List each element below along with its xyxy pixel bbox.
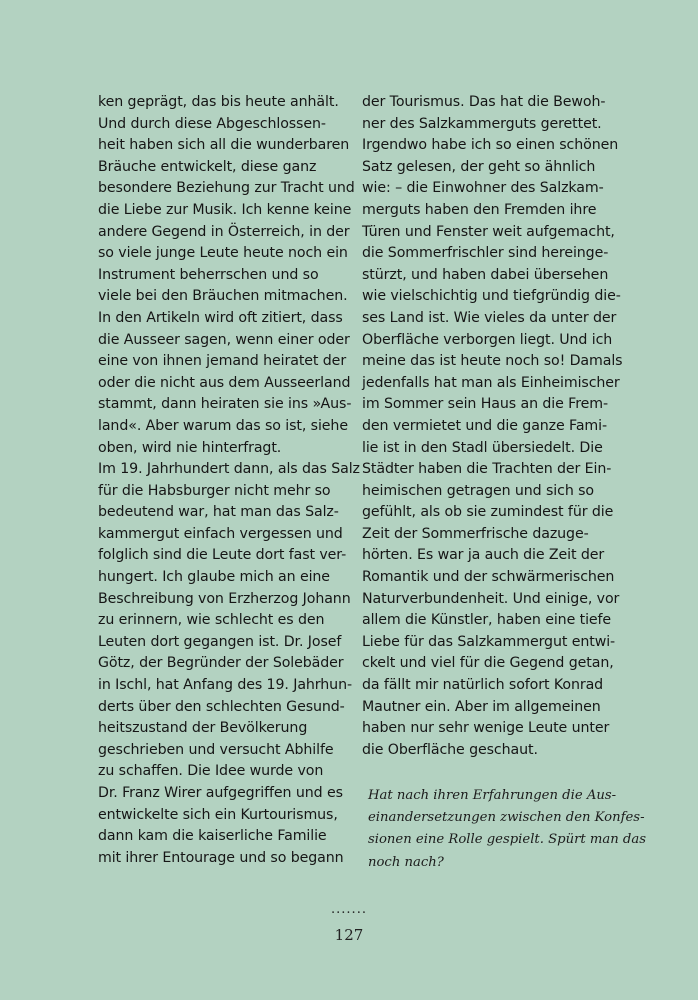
text-line: oder die nicht aus dem Ausseerland: [98, 374, 351, 391]
text-line: heit haben sich all die wunderbaren: [98, 137, 350, 154]
text-line: jedenfalls hat man als Einheimischer: [362, 374, 620, 391]
text-line: Dr. Franz Wirer aufgegriffen und es: [98, 785, 343, 801]
text-line: derts über den schlechten Gesund-: [98, 698, 345, 715]
text-line: allem die Künstler, haben eine tiefe: [362, 612, 612, 629]
text-line: für die Habsburger nicht mehr so: [98, 482, 331, 499]
text-line: Mautner ein. Aber im allgemeinen: [362, 698, 601, 715]
question-line: einandersetzungen zwischen den Konfes-: [368, 810, 645, 826]
text-line: so viele junge Leute heute noch ein: [98, 245, 348, 262]
text-line: gefühlt, als ob sie zumindest für die: [362, 504, 614, 521]
text-line: heimischen getragen und sich so: [362, 482, 595, 499]
text-line: hörten. Es war ja auch die Zeit der: [362, 547, 605, 564]
text-line: ses Land ist. Wie vieles da unter der: [362, 309, 617, 326]
question-line: sionen eine Rolle gespielt. Spürt man das: [368, 832, 646, 848]
page-separator: .......: [331, 902, 367, 917]
text-line: da fällt mir natürlich sofort Konrad: [362, 677, 604, 694]
text-line: haben nur sehr wenige Leute unter: [362, 720, 610, 737]
text-line: ckelt und viel für die Gegend getan,: [362, 655, 614, 672]
text-line: Oberfläche verborgen liegt. Und ich: [362, 331, 613, 348]
text-line: merguts haben den Fremden ihre: [362, 201, 597, 218]
interview-question: [368, 785, 646, 874]
text-line: den vermietet und die ganze Fami-: [362, 417, 607, 434]
text-line: Leuten dort gegangen ist. Dr. Josef: [98, 633, 342, 650]
text-line: Türen und Fenster weit aufgemacht,: [362, 223, 615, 240]
page-number: 127: [334, 926, 364, 944]
text-line: land«. Aber warum das so ist, siehe: [98, 417, 348, 434]
text-line: dann kam die kaiserliche Familie: [98, 828, 327, 845]
text-line: Romantik und der schwärmerischen: [362, 569, 615, 586]
text-line: zu erinnern, wie schlecht es den: [98, 612, 325, 629]
text-line: Instrument beherrschen und so: [98, 266, 319, 283]
text-line: stürzt, und haben dabei übersehen: [362, 266, 609, 283]
text-line: lie ist in den Stadl übersiedelt. Die: [362, 439, 603, 456]
text-line: Satz gelesen, der geht so ähnlich: [362, 158, 596, 175]
text-line: eine von ihnen jemand heiratet der: [98, 353, 347, 370]
text-line: wie vielschichtig und tiefgründig die-: [362, 288, 621, 305]
text-line: Beschreibung von Erzherzog Johann: [98, 590, 351, 607]
text-line: kammergut einfach vergessen und: [98, 525, 343, 542]
text-line: bedeutend war, hat man das Salz-: [98, 504, 339, 521]
text-line: mit ihrer Entourage und so begann: [98, 849, 344, 866]
text-line: stammt, dann heiraten sie ins »Aus-: [98, 396, 352, 413]
text-line: wie: – die Einwohner des Salzkam-: [362, 180, 604, 197]
text-line: Liebe für das Salzkammergut entwi-: [362, 633, 616, 650]
text-line: Bräuche entwickelt, diese ganz: [98, 158, 317, 175]
text-line: der Tourismus. Das hat die Bewoh-: [362, 94, 606, 110]
text-line: In den Artikeln wird oft zitiert, dass: [98, 309, 343, 326]
text-line: besondere Beziehung zur Tracht und: [98, 180, 355, 197]
text-line: im Sommer sein Haus an die Frem-: [362, 396, 608, 413]
text-line: Naturverbundenheit. Und einige, vor: [362, 590, 620, 607]
right-column: [362, 92, 623, 761]
text-line: die Oberfläche geschaut.: [362, 741, 538, 758]
text-line: viele bei den Bräuchen mitmachen.: [98, 288, 348, 305]
text-line: folglich sind die Leute dort fast ver-: [98, 547, 347, 564]
text-line: oben, wird nie hinterfragt.: [98, 439, 282, 456]
text-line: Im 19. Jahrhundert dann, als das Salz: [98, 461, 360, 478]
text-line: Irgendwo habe ich so einen schönen: [362, 137, 619, 154]
text-line: entwickelte sich ein Kurtourismus,: [98, 806, 338, 823]
text-line: meine das ist heute noch so! Damals: [362, 353, 623, 370]
text-line: Götz, der Begründer der Solebäder: [98, 655, 344, 672]
text-line: die Sommerfrischler sind hereinge-: [362, 245, 609, 262]
text-line: geschrieben und versucht Abhilfe: [98, 741, 334, 758]
text-line: Zeit der Sommerfrische dazuge-: [362, 525, 589, 542]
text-line: ken geprägt, das bis heute anhält.: [98, 94, 339, 110]
text-line: zu schaffen. Die Idee wurde von: [98, 763, 324, 780]
question-line: noch nach?: [368, 854, 444, 870]
text-line: hungert. Ich glaube mich an eine: [98, 569, 330, 586]
text-line: die Ausseer sagen, wenn einer oder: [98, 331, 350, 348]
text-line: heitszustand der Bevölkerung: [98, 720, 308, 737]
question-line: Hat nach ihren Erfahrungen die Aus-: [368, 788, 617, 803]
text-line: die Liebe zur Musik. Ich kenne keine: [98, 201, 352, 218]
text-line: Und durch diese Abgeschlossen-: [98, 115, 326, 132]
left-column: [98, 92, 360, 869]
text-line: ner des Salzkammerguts gerettet.: [362, 115, 602, 132]
text-line: andere Gegend in Österreich, in der: [98, 223, 350, 240]
text-line: in Ischl, hat Anfang des 19. Jahrhun-: [98, 677, 352, 694]
text-line: Städter haben die Trachten der Ein-: [362, 461, 612, 478]
